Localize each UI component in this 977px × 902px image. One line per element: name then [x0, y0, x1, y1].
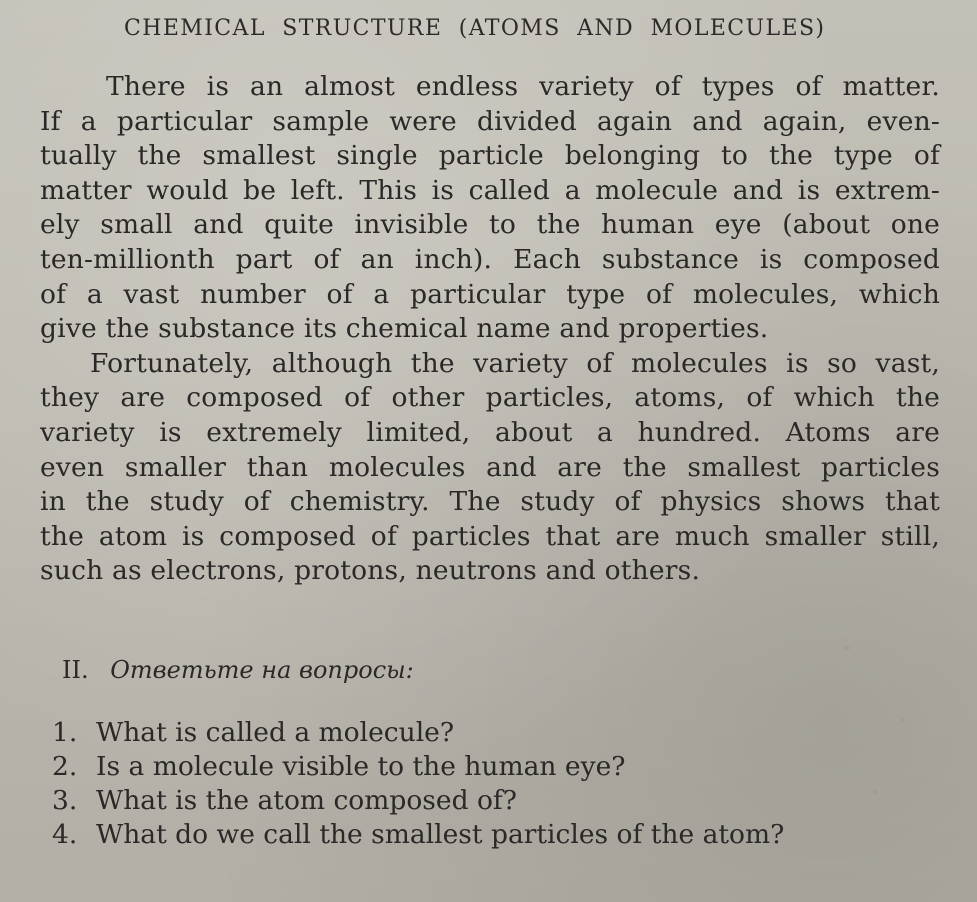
question-number: 1.	[52, 717, 78, 748]
question-number: 2.	[52, 751, 78, 782]
text-line: the atom is composed of particles that are much smaller still,	[40, 520, 940, 552]
question-text: What is called a molecule?	[96, 717, 455, 748]
text-line: matter would be left. This is called a molecule and is extrem-	[40, 174, 940, 206]
text-line: even smaller than molecules and are the smallest particles	[40, 451, 940, 483]
question-item	[52, 818, 784, 852]
section-label: Ответьте на вопросы:	[110, 656, 414, 684]
body-text	[40, 70, 940, 589]
text-line: There is an almost endless variety of types of matter.	[106, 71, 940, 102]
text-line: tually the smallest single particle belonging to the type of	[40, 140, 940, 172]
text-line: in the study of chemistry. The study of physics shows that	[40, 486, 940, 518]
question-text: What do we call the smallest particles of the atom?	[96, 819, 785, 850]
paper-texture	[819, 600, 959, 840]
text-line: give the substance its chemical name and properties.	[40, 313, 769, 345]
text-line: they are composed of other particles, atoms, of which the	[40, 382, 940, 414]
question-text: What is the atom composed of?	[96, 785, 517, 816]
section-heading	[62, 656, 414, 684]
text-line: If a particular sample were divided again and again, even-	[40, 105, 940, 137]
question-list	[52, 716, 784, 852]
text-line: of a vast number of a particular type of molecules, which	[40, 278, 940, 310]
question-number: 4.	[52, 819, 78, 850]
text-line: ten-millionth part of an inch). Each substance is composed	[40, 243, 940, 275]
text-line: Fortunately, although the variety of molecules is so vast,	[90, 347, 940, 379]
page-title: CHEMICAL STRUCTURE (ATOMS AND MOLECULES)	[124, 16, 826, 41]
text-line: ely small and quite invisible to the human eye (about one	[40, 209, 940, 241]
question-text: Is a molecule visible to the human eye?	[96, 751, 626, 782]
question-item	[52, 750, 784, 784]
text-line: such as electrons, protons, neutrons and others.	[40, 555, 701, 587]
question-number: 3.	[52, 785, 78, 816]
question-item	[52, 716, 784, 750]
question-item	[52, 784, 784, 818]
text-line: variety is extremely limited, about a hundred. Atoms are	[40, 416, 940, 448]
section-number: II.	[62, 656, 89, 684]
